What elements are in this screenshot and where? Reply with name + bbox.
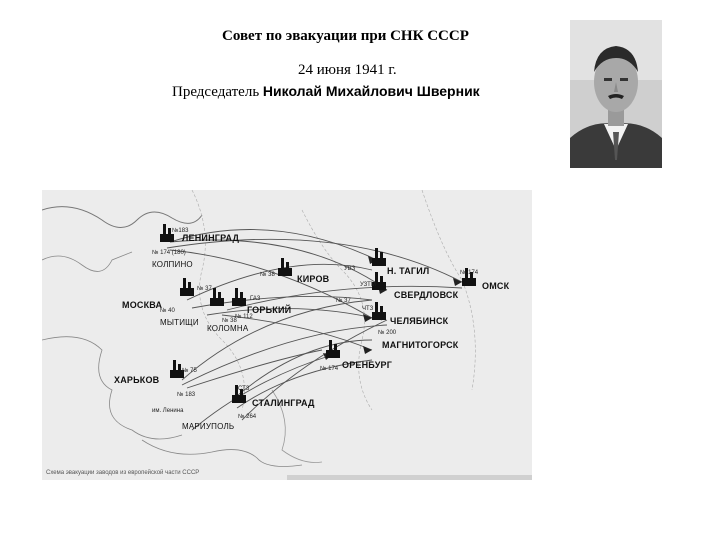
portrait-photo [570,20,662,168]
city-sverdlovsk: СВЕРДЛОВСК [394,290,459,300]
factory-label: № 174 (180) [152,250,186,256]
factory-label: № 38 [260,272,275,278]
chairman-role: Председатель [172,84,260,100]
factory-label: № 37 [336,298,351,304]
factory-label: № 38 [222,318,237,324]
city-magnitogorsk: МАГНИТОГОРСК [382,340,459,350]
city-kolomna: КОЛОМНА [207,324,249,333]
city-mytishchi: МЫТИЩИ [160,318,199,327]
factory-label: УВЗ [344,266,356,272]
slide-date: 24 июня 1941 г. [298,62,397,78]
city-orenburg: ОРЕНБУРГ [342,360,393,370]
evacuation-map [42,190,532,480]
city-moskva: МОСКВА [122,300,163,310]
map-drawing [42,190,532,480]
chairman-line [172,83,480,101]
factory-label: № 174 [460,270,479,276]
city-mariupol: МАРИУПОЛЬ [182,422,235,431]
slide-title: Совет по эвакуации при СНК СССР [222,28,469,44]
factory-label: № 75 [182,368,197,374]
city-kirov: КИРОВ [297,274,330,284]
city-kolpino: КОЛПИНО [152,260,193,269]
factory-label: СТЗ [238,386,250,392]
chairman-name: Николай Михайлович Шверник [262,83,480,99]
factory-label: УЗТМ [360,282,376,288]
portrait-illustration [570,20,662,168]
map-caption: Схема эвакуации заводов из европейской части СССР [46,470,200,476]
factory-label: № 37 [197,286,212,292]
city-stalingrad: СТАЛИНГРАД [252,398,315,408]
factory-label: № 112 [235,314,253,320]
factory-label: им. Ленина [152,408,184,414]
factory-label: № 174 [320,366,339,372]
factory-label: ЧТЗ [362,306,374,312]
city-gorky: ГОРЬКИЙ [247,305,292,315]
city-ntagil: Н. ТАГИЛ [387,266,430,276]
factory-label: ГАЗ [250,296,261,302]
city-kharkov: ХАРЬКОВ [114,375,160,385]
factory-label: № 40 [160,308,175,314]
city-chelyabinsk: ЧЕЛЯБИНСК [390,316,449,326]
factory-label: №183 [172,228,189,234]
factory-label: № 183 [177,392,196,398]
city-omsk: ОМСК [482,281,510,291]
factory-label: № 200 [378,330,397,336]
city-leningrad: ЛЕНИНГРАД [182,233,240,243]
factory-label: № 264 [238,414,257,420]
